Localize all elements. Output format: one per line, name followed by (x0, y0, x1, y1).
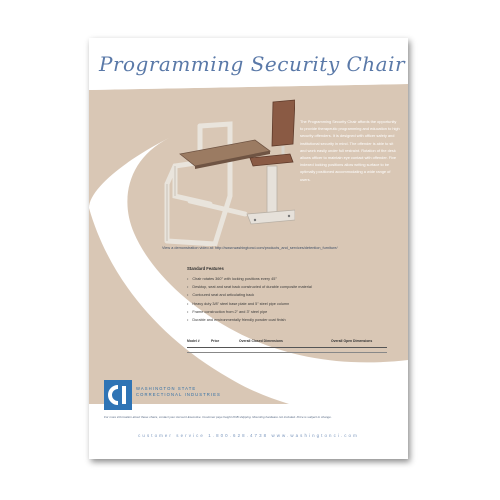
product-description: The Programming Security Chair affords the opportunity to provide therapeutic programming and education to high security offenders. It is designed with officer safety and institutional security in mind. The offender is able to sit and work easily under full restraint. Rotation of the desk allows officer to maintain eye contact with offender. Five indexed locking positions allow writing surface to be optimally positioned accommodating a wide range of users. (300, 119, 400, 182)
spec-col-open: Overall Open Dimensions (331, 339, 373, 343)
logo-line-2: CORRECTIONAL INDUSTRIES (136, 392, 221, 397)
customer-service-line: customer service 1.800.628.4738 www.washingtonci.com (138, 433, 359, 438)
spec-col-closed: Overall Closed Dimensions (239, 339, 283, 343)
feature-item: • Durable and environmentally friendly powder coat finish (187, 316, 387, 324)
feature-item: • Chair rotates 360° with locking positions every 45° (187, 275, 387, 283)
logo-text (136, 386, 221, 398)
page-title: Programming Security Chair (99, 52, 406, 76)
features-heading: Standard Features (187, 266, 224, 271)
feature-item: • Desktop, seat and seat back constructed of durable composite material (187, 283, 387, 291)
ci-logo-mark (104, 380, 132, 410)
spec-col-model: Model # (187, 339, 200, 343)
feature-item: • Frame construction from 2" and 3" steel pipe (187, 308, 387, 316)
demo-video-link[interactable]: View a demonstration video at: http://www.washingtonci.com/products_and_services/detention_furniture/ (162, 246, 338, 250)
feature-item: • Heavy duty 3/8" steel base plate and 5" steel pipe column (187, 300, 387, 308)
flyer-page (89, 38, 408, 459)
spec-col-price: Price (211, 339, 220, 343)
feature-item: • Contoured seat and articulating back (187, 291, 387, 299)
logo-line-1: WASHINGTON STATE (136, 386, 197, 391)
features-list (187, 275, 387, 324)
spec-table-row-line (187, 352, 387, 353)
ci-logo (104, 380, 132, 410)
footnote: For more information about these chairs, contact your Account Executive. Customer pays freight FOB shipping. Mounting hardware not included. Price is subject to change. (104, 415, 332, 419)
spec-table-header (187, 339, 387, 348)
chair-image (155, 96, 295, 246)
